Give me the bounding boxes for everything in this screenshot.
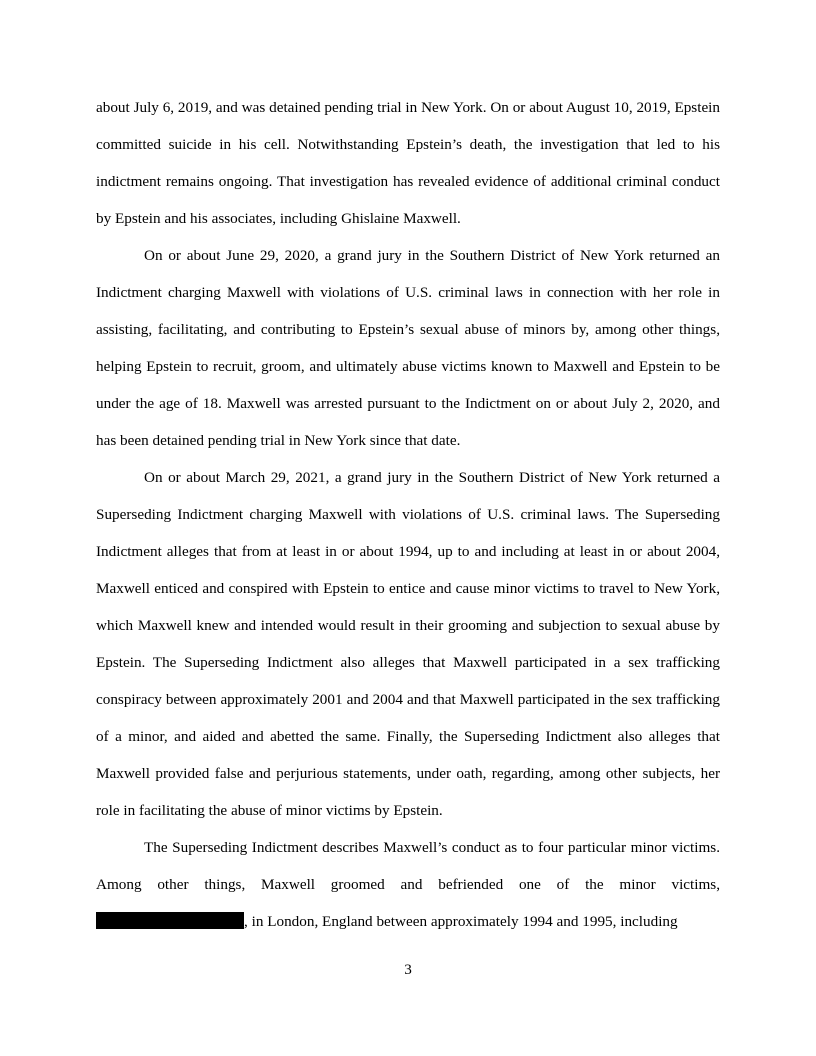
body-text [96, 89, 720, 940]
paragraph-4-text-before: The Superseding Indictment describes Maxwell’s conduct as to four particular minor victims. Among other things, Maxwell groomed and befriended one of the minor victims, [96, 839, 720, 893]
page-number: 3 [404, 961, 412, 978]
redaction-box [96, 912, 244, 929]
paragraph-4-text-after: , in London, England between approximately 1994 and 1995, including [244, 913, 678, 930]
paragraph-1: about July 6, 2019, and was detained pending trial in New York. On or about August 10, 2019, Epstein committed suicide in his cell. Notwithstanding Epstein’s death, the investigation that led to his indictment remains ongoing. That investigation has revealed evidence of additional criminal conduct by Epstein and his associates, including Ghislaine Maxwell. [96, 99, 720, 227]
paragraph-4 [96, 829, 720, 940]
paragraph-3: On or about March 29, 2021, a grand jury in the Southern District of New York returned a Superseding Indictment charging Maxwell with violations of U.S. criminal laws. The Superseding Indictment alleges that from at least in or about 1994, up to and including at least in or about 2004, Maxwell enticed and conspired with Epstein to entice and cause minor victims to travel to New York, which Maxwell knew and intended would result in their grooming and subjection to sexual abuse by Epstein. The Superseding Indictment also alleges that Maxwell participated in a sex trafficking conspiracy between approximately 2001 and 2004 and that Maxwell participated in the sex trafficking of a minor, and aided and abetted the same. Finally, the Superseding Indictment also alleges that Maxwell provided false and perjurious statements, under oath, regarding, among other subjects, her role in facilitating the abuse of minor victims by Epstein. [96, 469, 720, 819]
paragraph-2: On or about June 29, 2020, a grand jury in the Southern District of New York returned an Indictment charging Maxwell with violations of U.S. criminal laws in connection with her role in assisting, facilitating, and contributing to Epstein’s sexual abuse of minors by, among other things, helping Epstein to recruit, groom, and ultimately abuse victims known to Maxwell and Epstein to be under the age of 18. Maxwell was arrested pursuant to the Indictment on or about July 2, 2020, and has been detained pending trial in New York since that date. [96, 247, 720, 449]
